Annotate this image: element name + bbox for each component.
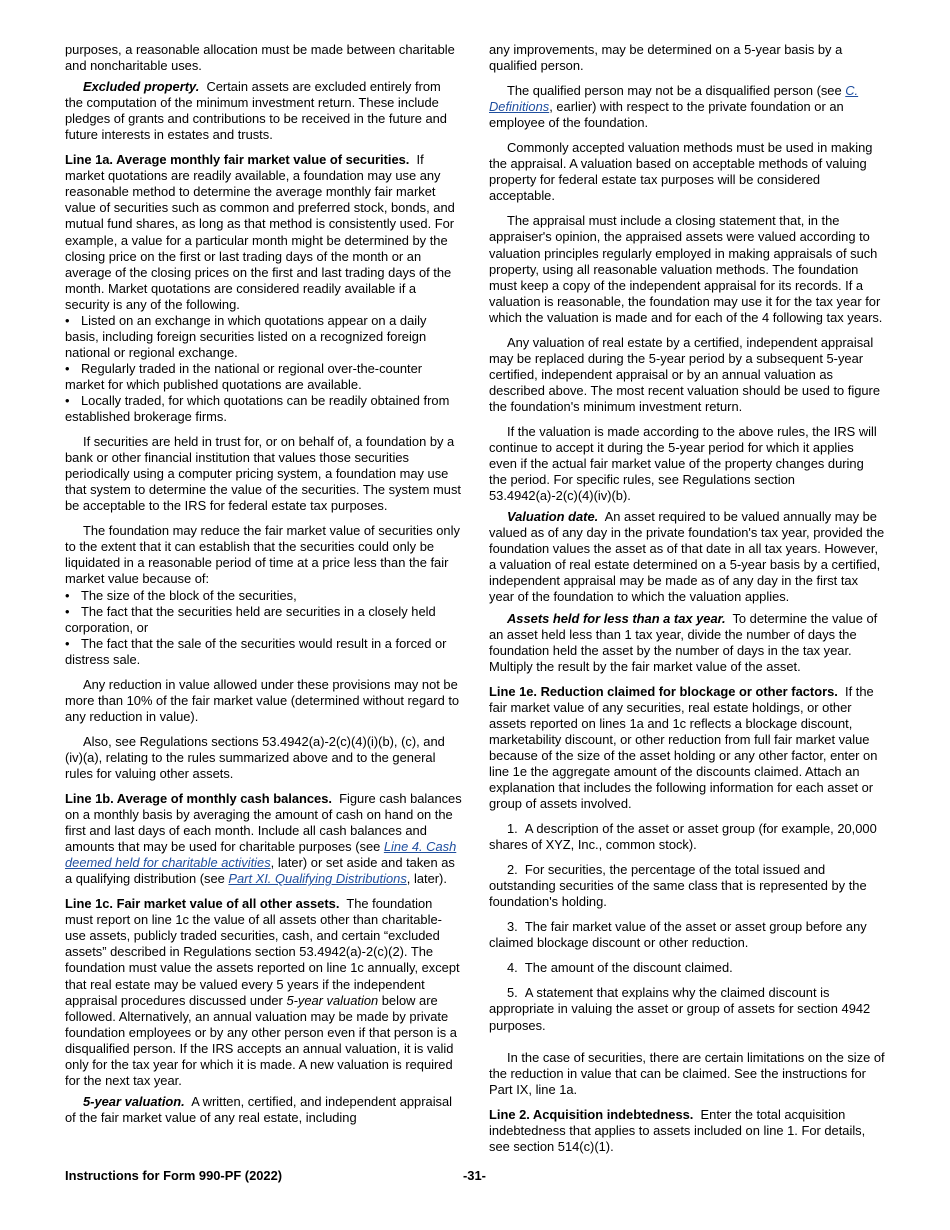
line-1e-paragraph [489, 684, 885, 812]
paragraph-text: To determine the value of an asset held less than 1 tax year, divide the number of days the foundation held the asset by the number of days in the tax year. Multiply the result by the fair market value of the asset. [489, 610, 878, 674]
line-1a-paragraph [65, 152, 462, 312]
five-year-valuation-paragraph [65, 1094, 462, 1126]
bullet-item: • Listed on an exchange in which quotations appear on a daily basis, including foreign securities listed on a recognized foreign national or regional exchange. [65, 312, 427, 360]
paragraph-text: An asset required to be valued annually may be valued as of any day in the private foundation's tax year, provided the foundation values the asset as of that date in all tax years. However, a valuation of real estate determined on a 5-year basis by a certified, independent appraisal may be made as of any day in the first tax year of the foundation to which the valuation applies. [489, 509, 885, 605]
right-column [489, 42, 885, 1160]
numbered-item: 2. For securities, the percentage of the total issued and outstanding securities of the same class that is represented by the foundation's holding. [489, 862, 867, 910]
paragraph-text: Enter the total acquisition indebtedness that applies to assets included on line 1. For details, see section 514(c)(1). [489, 1106, 866, 1154]
paragraph-text: , later). [406, 871, 447, 887]
paragraph: If the valuation is made according to the above rules, the IRS will continue to accept it during the 5-year period for which it applies even if the actual fair market value of the property changes during the period. For specific rules, see Regulations section 53.4942(a)-2(c)(4)(iv)(b). [489, 423, 877, 504]
bullet-list [65, 313, 462, 425]
line-1c-paragraph [65, 896, 462, 1089]
paragraph: Also, see Regulations sections 53.4942(a)-2(c)(4)(i)(b), (c), and (iv)(a), relating to the rules summarized above and to the general rules for valuing other assets. [65, 733, 445, 781]
numbered-item: 1. A description of the asset or asset group (for example, 20,000 shares of XYZ, Inc., common stock). [489, 821, 877, 853]
bullet-text: Locally traded, for which quotations can be readily obtained from established brokerage firms. [65, 392, 450, 425]
bullet-text: Regularly traded in the national or regional over-the-counter market for which published quotations are available. [65, 360, 423, 392]
assets-held-paragraph [489, 611, 885, 675]
page-footer [65, 1168, 885, 1183]
run-in-heading: 5-year valuation. [83, 1093, 185, 1109]
excluded-property-paragraph [65, 79, 462, 143]
emphasis-text: 5-year valuation [286, 992, 379, 1008]
page-number: -31- [463, 1168, 486, 1183]
definitions-link[interactable]: C. Definitions [489, 83, 859, 115]
bullet-text: Listed on an exchange in which quotations appear on a daily basis, including foreign securities listed on a recognized foreign national or regional exchange. [65, 312, 427, 360]
footer-title: Instructions for Form 990-PF (2022) [65, 1168, 283, 1183]
paragraph-text: The qualified person may not be a disqualified person (see [507, 83, 842, 99]
paragraph: The foundation may reduce the fair market value of securities only to the extent that it can establish that the securities could only be liquidated in a reasonable period of time at a price less than the fair market value because of: [65, 523, 460, 587]
section-heading: Line 1e. Reduction claimed for blockage or other factors. [489, 683, 838, 699]
paragraph-text: below are followed. Alternatively, an annual valuation may be made by private foundation employees or by any other person even if that person is a disqualified person. If the IRS accepts an annual valuation, it is valid only for the tax year for which it is made. A new valuation is required for the next tax year. [65, 992, 457, 1088]
section-heading: Line 1c. Fair market value of all other assets. [65, 896, 340, 912]
section-heading: Line 1b. Average of monthly cash balances. [65, 791, 332, 807]
cash-deemed-link[interactable]: Line 4. Cash deemed held for charitable activities [65, 839, 457, 871]
numbered-item: 3. The fair market value of the asset or asset group before any claimed blockage discount or other reduction. [489, 919, 867, 951]
paragraph-text: If market quotations are readily available, a foundation may use any reasonable method to determine the average monthly fair market value of securities such as common and preferred stock, bonds, and mutual fund shares, as long as that method is consistently used. For example, a value for a particular month might be determined by the closing price on the first or last trading days of the month or an average of the closing prices on the first and last trading days of the month. Market quotations are considered readily available if a security is any of the following. [65, 152, 455, 312]
paragraph: In the case of securities, there are certain limitations on the size of the reduction in value that can be claimed. See the instructions for Part IX, line 1a. [489, 1049, 885, 1097]
numbered-item: 5. A statement that explains why the claimed discount is appropriate in valuing the asset or group of assets for section 4942 purposes. [489, 985, 871, 1033]
paragraph-text: , later) or set aside and taken as a qualifying distribution (see [65, 855, 455, 887]
paragraph-text: A written, certified, and independent appraisal of the fair market value of any real estate, including [65, 1093, 453, 1125]
paragraph-text: The foundation must report on line 1c the value of all assets other than charitable-use assets, publicly traded securities, cash, and certain “excluded assets” described in Regulations section 53.4942(a)-2(c)(2). The foundation must value the assets reported on line 1c annually, except that real estate may be valued every 5 years if the independent appraisal procedures discussed under [65, 896, 460, 1008]
bullet-text: The fact that the securities held are securities in a closely held corporation, or [65, 603, 436, 635]
qualifying-distributions-link[interactable]: Part XI. Qualifying Distributions [228, 871, 407, 887]
valuation-date-paragraph [489, 509, 885, 605]
line-1b-paragraph [65, 791, 462, 887]
left-column [65, 42, 462, 1131]
section-heading: Line 2. Acquisition indebtedness. [489, 1106, 694, 1122]
paragraph: Any reduction in value allowed under these provisions may not be more than 10% of the fair market value (determined without regard to any reduction in value). [65, 676, 460, 724]
paragraph: Commonly accepted valuation methods must be used in making the appraisal. A valuation based on acceptable methods of valuing property for federal estate tax purposes will be considered acceptable. [489, 140, 873, 204]
section-heading: Line 1a. Average monthly fair market value of securities. [65, 152, 410, 168]
paragraph: Any valuation of real estate by a certified, independent appraisal may be replaced during the 5-year period by a subsequent 5-year certified, independent appraisal or by an annual valuation as described above. The most recent valuation should be used to figure the foundation's minimum investment return. [489, 334, 881, 414]
bullet-item: • The fact that the sale of the securities would result in a forced or distress sale. [65, 635, 447, 667]
paragraph-text: Figure cash balances on a monthly basis by averaging the amount of cash on hand on the first and last days of each month. Include all cash balances and amounts that may be used for charitable purposes (see [65, 791, 462, 855]
paragraph: any improvements, may be determined on a 5-year basis by a qualified person. [489, 42, 843, 74]
run-in-heading: Valuation date. [507, 509, 599, 525]
run-in-heading: Assets held for less than a tax year. [507, 610, 726, 626]
bullet-list [65, 588, 462, 668]
paragraph: purposes, a reasonable allocation must be made between charitable and noncharitable uses. [65, 42, 455, 74]
paragraph: If securities are held in trust for, or on behalf of, a foundation by a bank or other financial institution that values those securities periodically using a computer pricing system, a foundation may use that system to determine the value of the securities. The system must be acceptable to the IRS for federal estate tax purposes. [65, 434, 461, 514]
qualified-person-paragraph [489, 83, 885, 131]
bullet-item: • The fact that the securities held are securities in a closely held corporation, or [65, 603, 436, 635]
paragraph-text: , earlier) with respect to the private foundation or an employee of the foundation. [489, 99, 844, 131]
line-2-paragraph [489, 1107, 885, 1155]
bullet-item: • Regularly traded in the national or regional over-the-counter market for which published quotations are available. [65, 360, 423, 392]
bullet-text: The fact that the sale of the securities would result in a forced or distress sale. [65, 635, 447, 667]
run-in-heading: Excluded property. [83, 79, 200, 95]
paragraph: The appraisal must include a closing statement that, in the appraiser's opinion, the appraised assets were valued according to valuation principles regularly employed in making appraisals of such property, using all reasonable valuation methods. The foundation must keep a copy of the independent appraisal for its records. If a valuation is reasonable, the foundation may use it for the tax year for which the valuation is made and for each of the 4 following tax years. [489, 213, 883, 325]
bullet-item: • The size of the block of the securities, [65, 587, 297, 603]
bullet-text: The size of the block of the securities, [81, 587, 297, 603]
paragraph-text: If the fair market value of any securities, real estate holdings, or other assets reported on lines 1a and 1c reflects a blockage discount, marketability discount, or other reduction from full fair market value because of the size of the asset holding or any other factor, enter on line 1e the aggregate amount of the discounts claimed. Attach an explanation that includes the following information for each asset or group of assets involved. [489, 683, 878, 812]
paragraph-text: Certain assets are excluded entirely from the computation of the minimum investment return. These include pledges of grants and contributions to be received in the future and future interests in estates and trusts. [65, 79, 447, 143]
bullet-item: • Locally traded, for which quotations can be readily obtained from established brokerage firms. [65, 392, 450, 425]
numbered-item: 4. The amount of the discount claimed. [507, 960, 733, 976]
